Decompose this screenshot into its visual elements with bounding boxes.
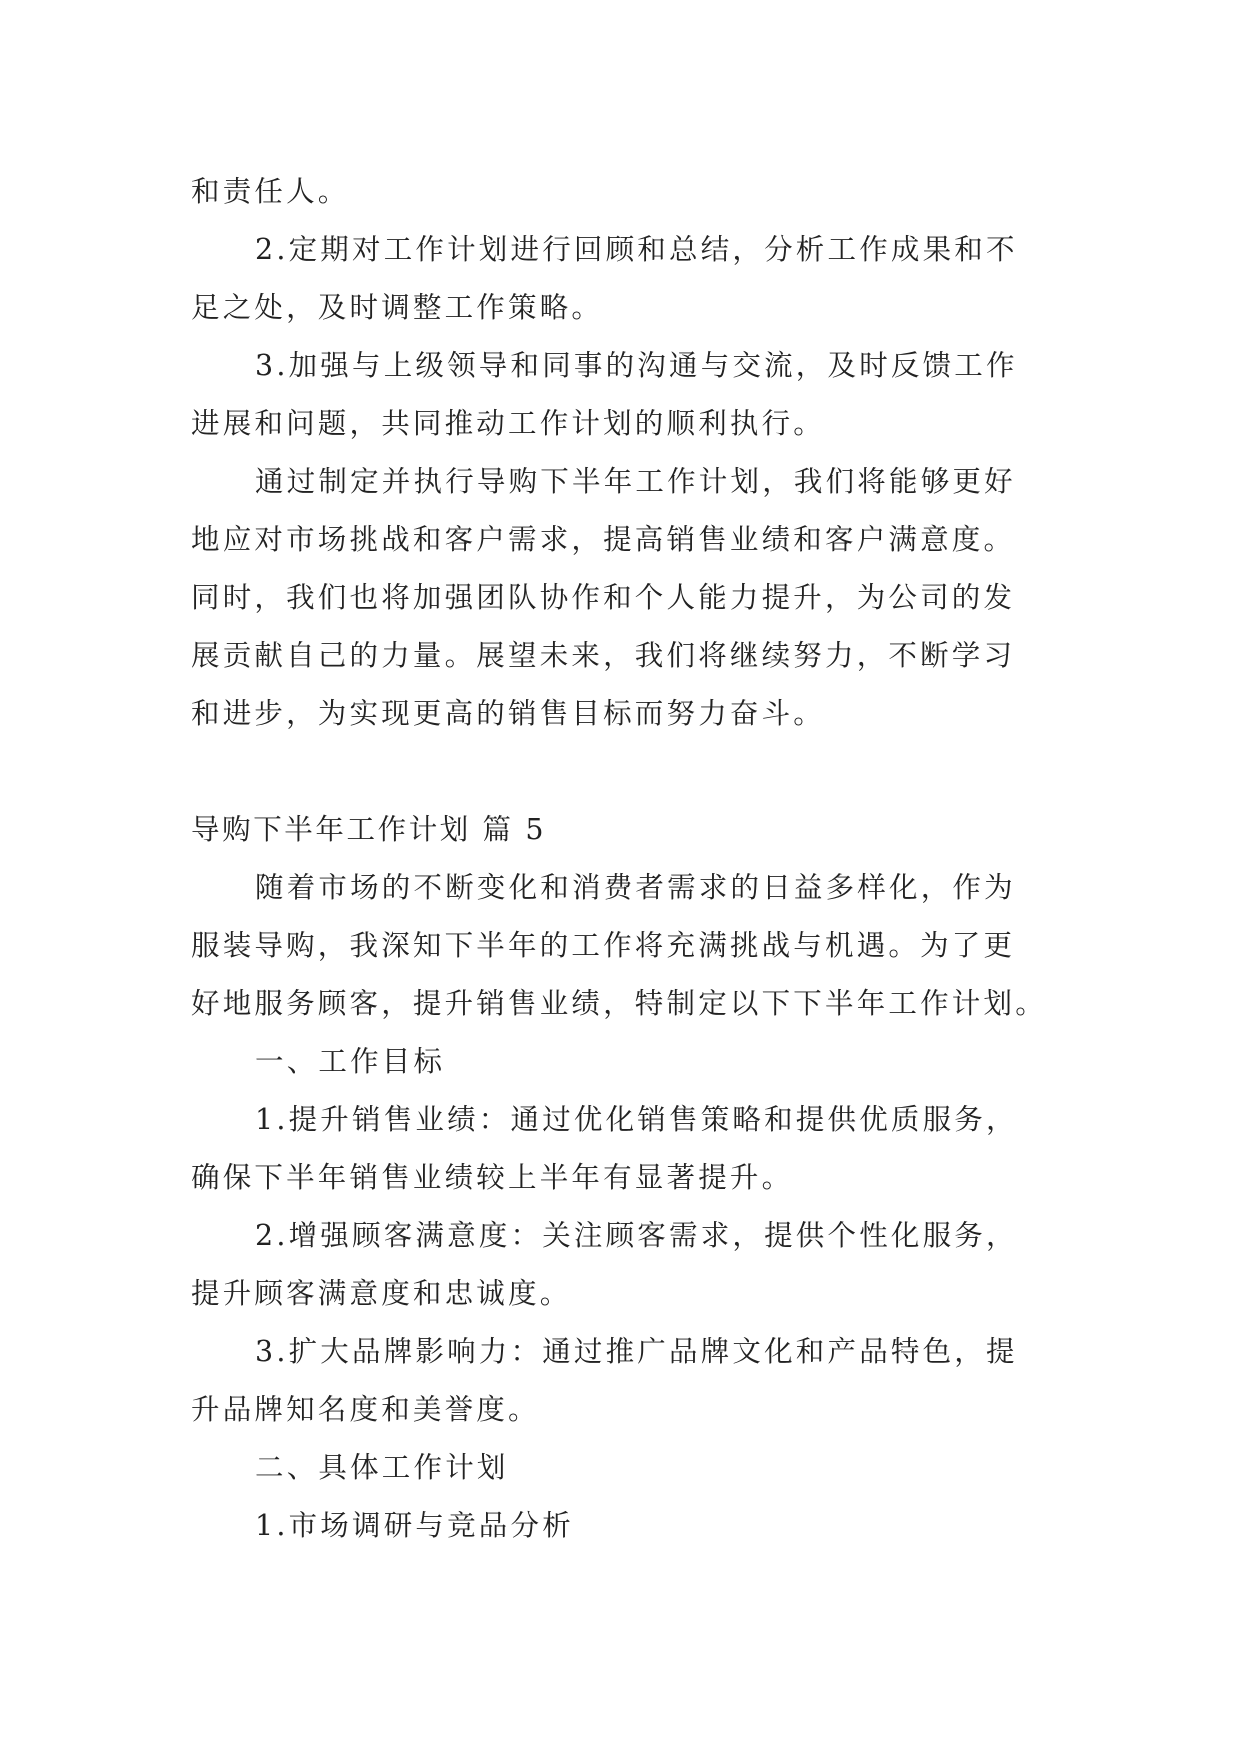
text-line: 升品牌知名度和美誉度。 xyxy=(191,1393,540,1426)
text-line: 3.扩大品牌影响力：通过推广品牌文化和产品特色，提 xyxy=(255,1335,1018,1368)
text-line: 地应对市场挑战和客户需求，提高销售业绩和客户满意度。 xyxy=(191,523,1016,556)
text-line: 同时，我们也将加强团队协作和个人能力提升，为公司的发 xyxy=(191,581,1016,614)
text-line: 好地服务顾客，提升销售业绩，特制定以下下半年工作计划。 xyxy=(191,987,1047,1020)
document-body xyxy=(191,163,1059,1555)
text-line: 1.市场调研与竞品分析 xyxy=(255,1509,574,1542)
text-line: 和责任人。 xyxy=(191,175,350,208)
text-line: 服装导购，我深知下半年的工作将充满挑战与机遇。为了更 xyxy=(191,929,1016,962)
text-line: 随着市场的不断变化和消费者需求的日益多样化，作为 xyxy=(255,871,1016,904)
subheading-work-plan: 二、具体工作计划 xyxy=(255,1451,509,1484)
section-heading: 导购下半年工作计划 篇 5 xyxy=(191,813,547,846)
text-line: 通过制定并执行导购下半年工作计划，我们将能够更好 xyxy=(255,465,1016,498)
subheading-work-goals: 一、工作目标 xyxy=(255,1045,446,1078)
text-line: 2.增强顾客满意度：关注顾客需求，提供个性化服务， xyxy=(255,1219,1018,1252)
text-line: 提升顾客满意度和忠诚度。 xyxy=(191,1277,572,1310)
text-line: 1.提升销售业绩：通过优化销售策略和提供优质服务， xyxy=(255,1103,1018,1136)
text-line: 展贡献自己的力量。展望未来，我们将继续努力，不断学习 xyxy=(191,639,1016,672)
text-line: 2.定期对工作计划进行回顾和总结，分析工作成果和不 xyxy=(255,233,1018,266)
text-line: 足之处，及时调整工作策略。 xyxy=(191,291,604,324)
text-line: 确保下半年销售业绩较上半年有显著提升。 xyxy=(191,1161,794,1194)
text-line: 和进步，为实现更高的销售目标而努力奋斗。 xyxy=(191,697,826,730)
text-line: 进展和问题，共同推动工作计划的顺利执行。 xyxy=(191,407,826,440)
text-line: 3.加强与上级领导和同事的沟通与交流，及时反馈工作 xyxy=(255,349,1018,382)
